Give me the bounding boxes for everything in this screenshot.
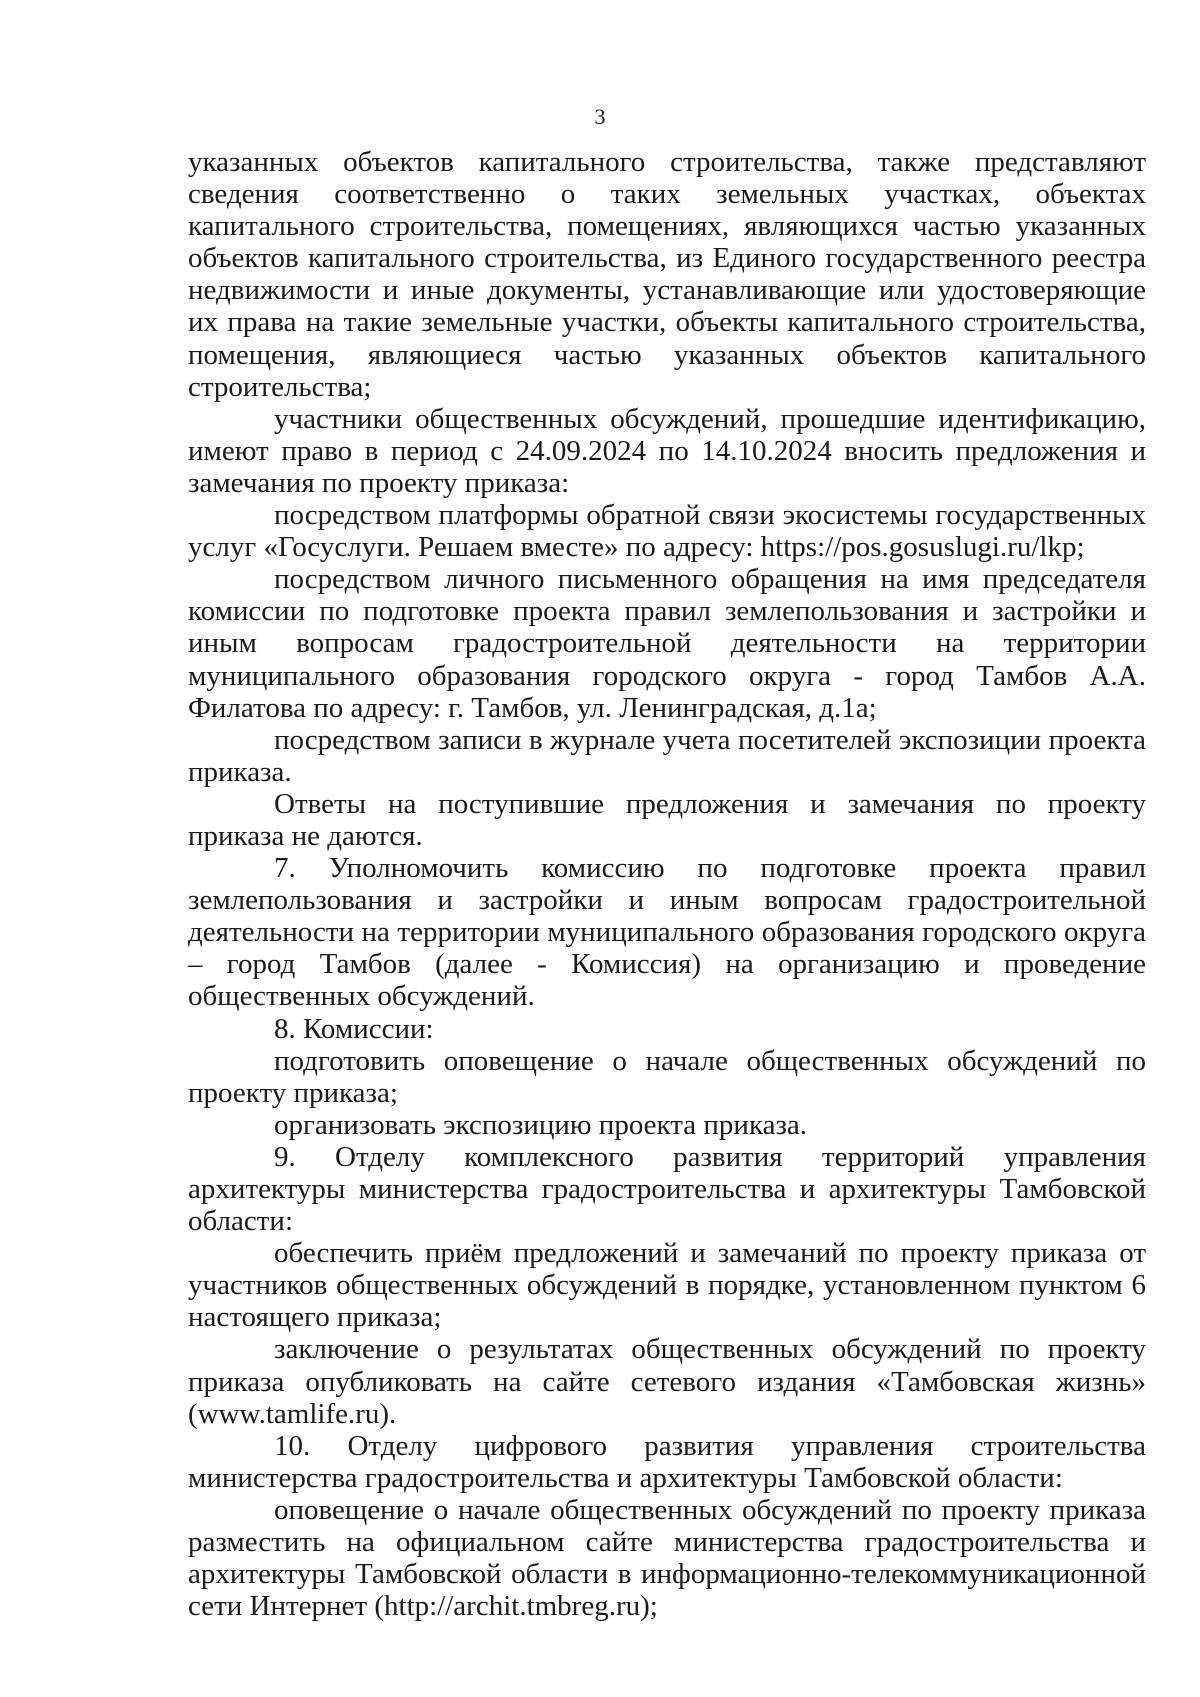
page-number: 3 [594, 104, 606, 129]
clause-10-notice: оповещение о начале общественных обсуждений по проекту приказа разместить на официальном сайте министерства градостроительства и архитектуры Тамбовской области в информационно-телекоммуникационной сети Интернет (http://archit.tmbreg.ru); [188, 1493, 1146, 1623]
document-body [188, 146, 1146, 1622]
clause-7: 7. Уполномочить комиссию по подготовке проекта правил землепользования и застройки и иным вопросам градостроительной деятельности на территории муниципального образования городского округа – город Тамбов (далее - Комиссия) на организацию и проведение общественных обсуждений. [188, 852, 1146, 1013]
paragraph-visitor-log: посредством записи в журнале учета посетителей экспозиции проекта приказа. [188, 723, 1146, 788]
clause-9-publish: заключение о результатах общественных обсуждений по проекту приказа опубликовать на сайте сетевого издания «Тамбовская жизнь» (www.tamlife.ru). [188, 1333, 1146, 1430]
paragraph-no-answers: Ответы на поступившие предложения и замечания по проекту приказа не даются. [188, 787, 1146, 852]
clause-9-receive: обеспечить приём предложений и замечаний по проекту приказа от участников общественных обсуждений в порядке, установленном пунктом 6 настоящего приказа; [188, 1237, 1146, 1334]
paragraph-gosuslugi: посредством платформы обратной связи экосистемы государственных услуг «Госуслуги. Решаем вместе» по адресу: https://pos.gosuslugi.ru/lkp; [188, 499, 1146, 564]
clause-8-exposition: организовать экспозицию проекта приказа. [274, 1108, 808, 1141]
clause-10: 10. Отделу цифрового развития управления строительства министерства градостроительства и архитектуры Тамбовской области: [188, 1429, 1146, 1494]
paragraph-written-appeal: посредством личного письменного обращения на имя председателя комиссии по подготовке проекта правил землепользования и застройки и иным вопросам градостроительной деятельности на территории муниципального образования городского округа - город Тамбов А.А. Филатова по адресу: г. Тамбов, ул. Ленинградская, д.1а; [188, 563, 1146, 724]
clause-8-notify: подготовить оповещение о начале общественных обсуждений по проекту приказа; [188, 1044, 1146, 1109]
clause-8: 8. Комиссии: [274, 1012, 434, 1045]
paragraph-continuation: указанных объектов капитального строительства, также представляют сведения соответственно о таких земельных участках, объектах капитального строительства, помещениях, являющихся частью указанных объектов капитального строительства, из Единого государственного реестра недвижимости и иные документы, устанавливающие или удостоверяющие их права на такие земельные участки, объекты капитального строительства, помещения, являющиеся частью указанных объектов капитального строительства; [188, 146, 1146, 403]
paragraph-participants-rights: участники общественных обсуждений, прошедшие идентификацию, имеют право в период с 24.09.2024 по 14.10.2024 вносить предложения и замечания по проекту приказа: [188, 402, 1146, 499]
clause-9: 9. Отделу комплексного развития территорий управления архитектуры министерства градостроительства и архитектуры Тамбовской области: [188, 1140, 1146, 1238]
